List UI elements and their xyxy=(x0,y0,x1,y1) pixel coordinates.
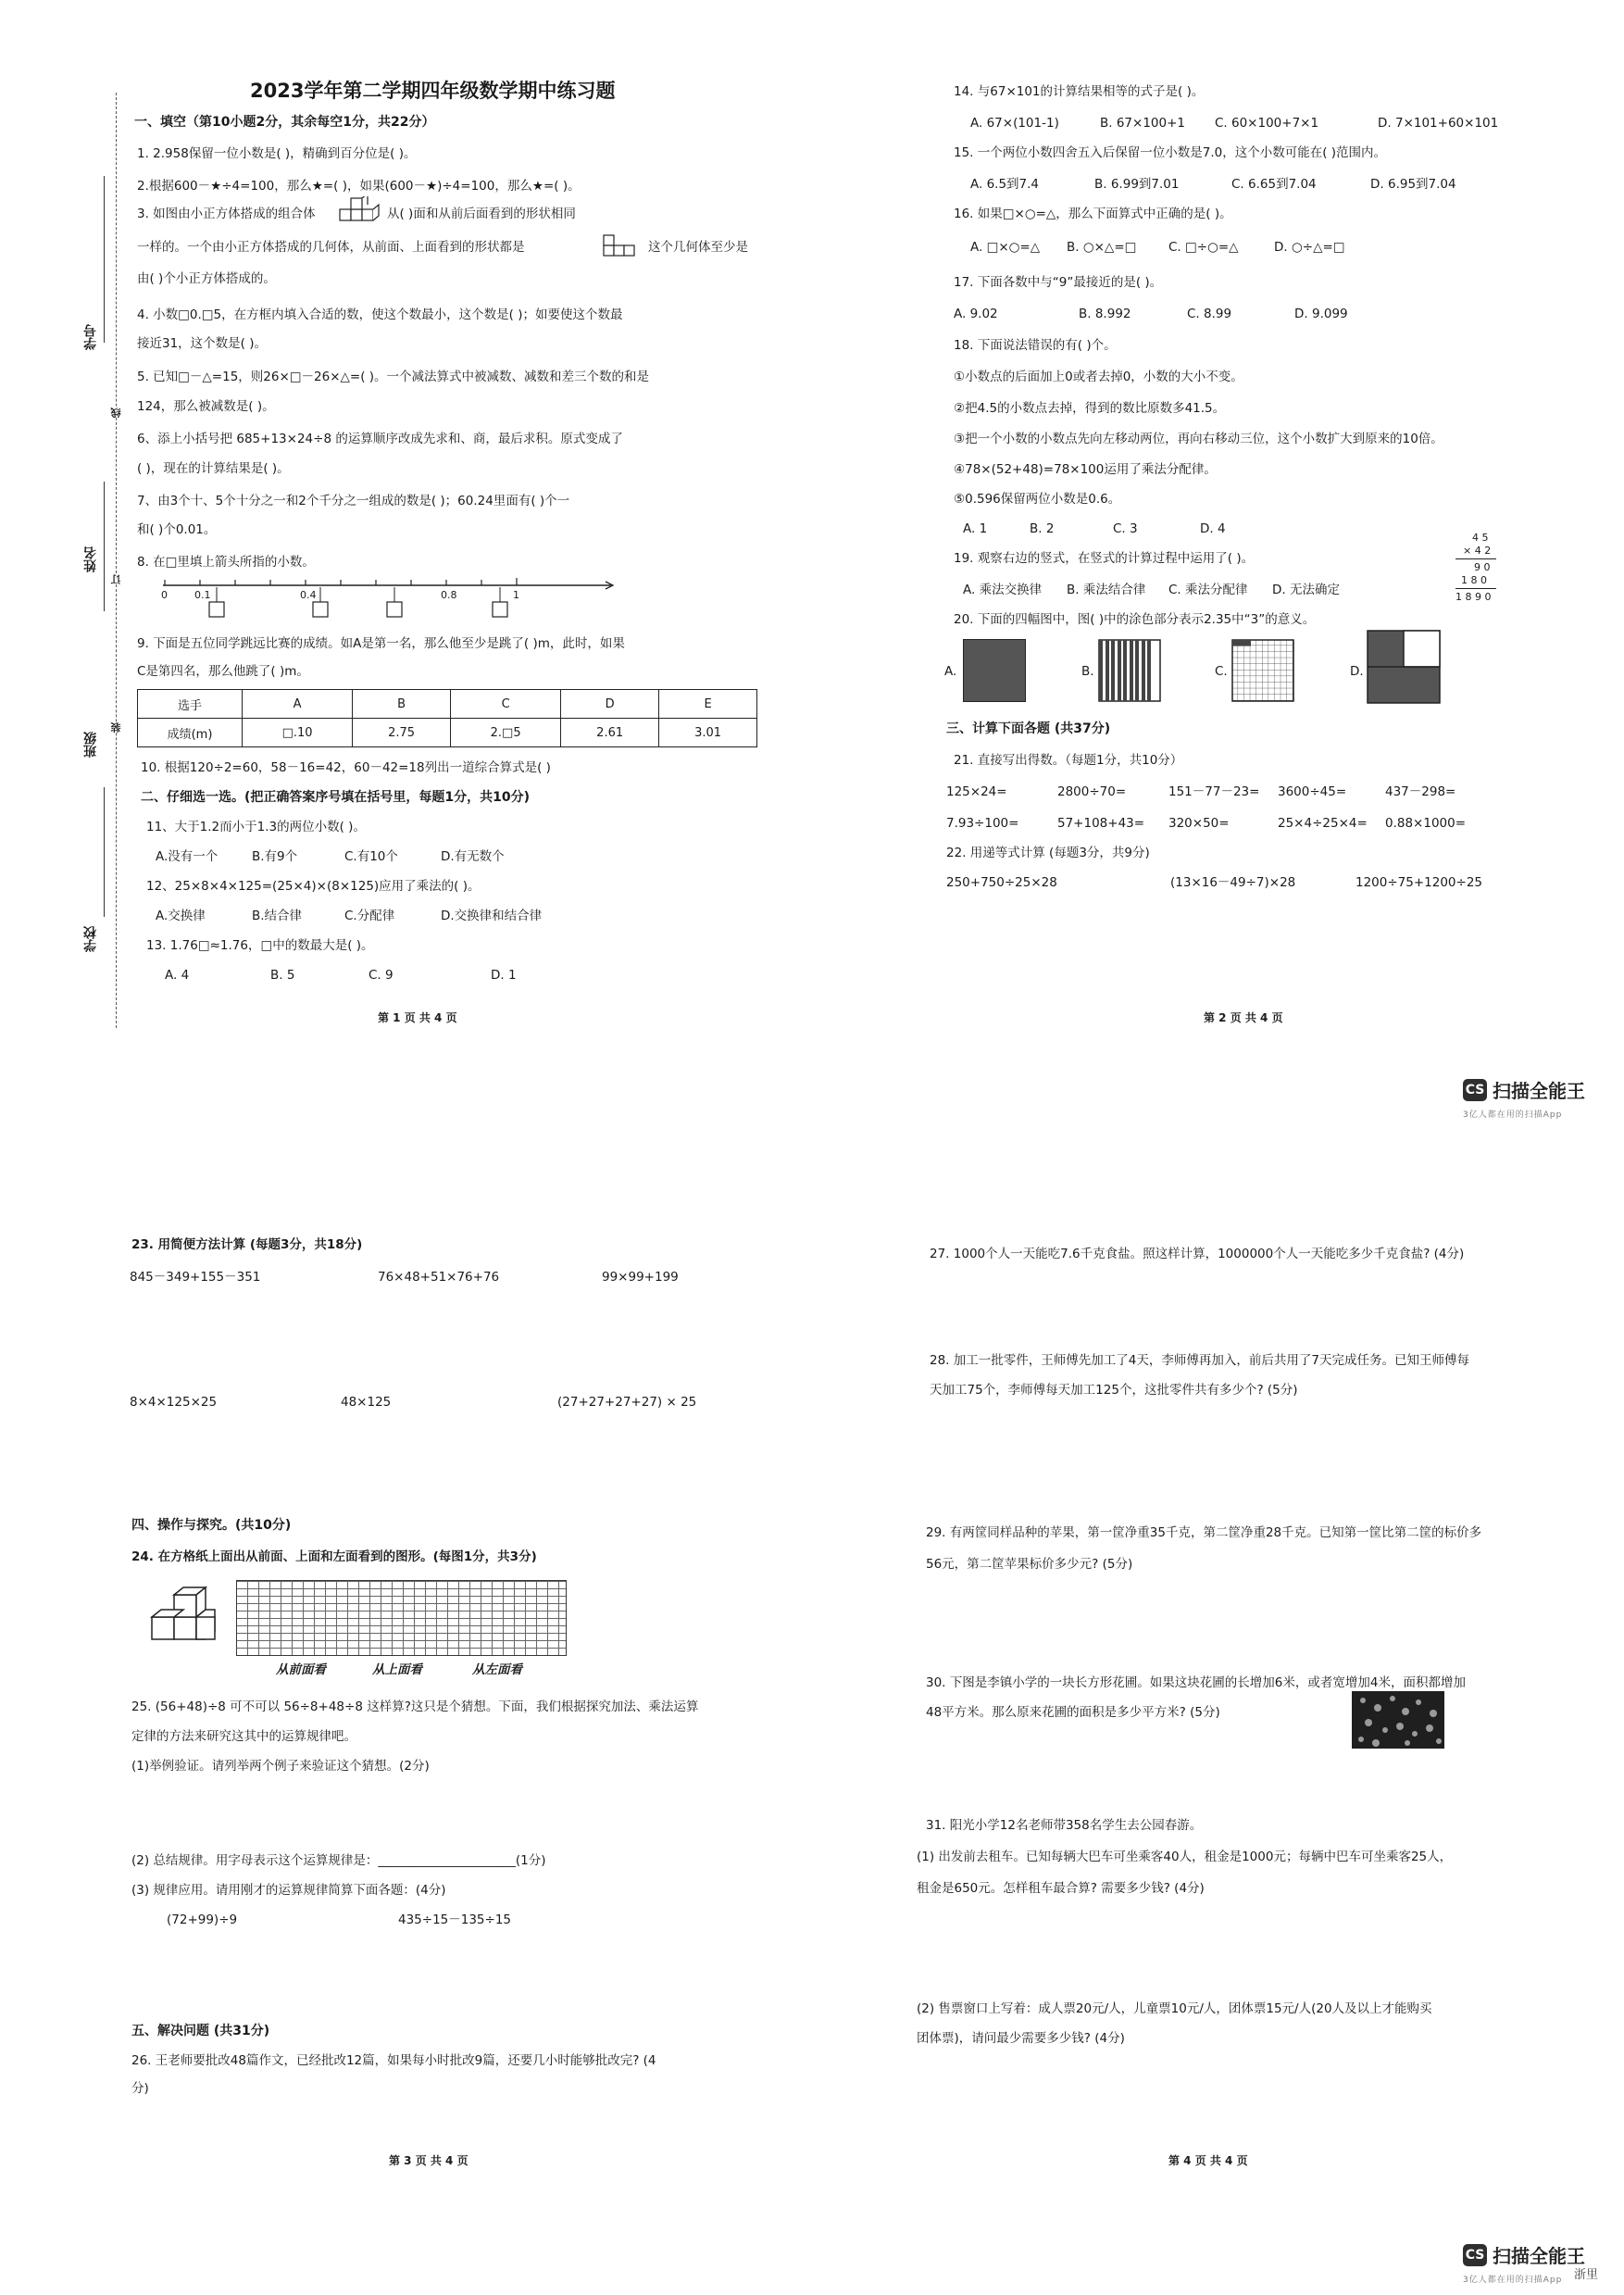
question-26: 26. 王老师要批改48篇作文，已经批改12篇，如果每小时批改9篇，还要几小时能够批改完? (4 xyxy=(131,2053,656,2068)
corner-watermark: 浙里 xyxy=(1574,2268,1599,2282)
option: A. 乘法交换律 xyxy=(963,583,1043,597)
simple-calc: 435÷15－135÷15 xyxy=(398,1912,512,1927)
option: C. 3 xyxy=(1113,521,1138,536)
number-line-label: 0.1 xyxy=(194,589,211,601)
oral-calc: 437－298= xyxy=(1385,784,1456,799)
question-29-part: 56元，第二筐苹果标价多少元? (5分) xyxy=(926,1557,1133,1572)
option: B. 8.992 xyxy=(1079,307,1131,321)
question-5-part: 124，那么被减数是( )。 xyxy=(137,399,275,414)
option: C. 9 xyxy=(369,968,394,983)
section-heading: 四、操作与探究。(共10分) xyxy=(131,1518,292,1533)
simple-calc: (72+99)÷9 xyxy=(167,1912,238,1927)
score-table xyxy=(137,689,757,747)
page-footer: 第 4 页 共 4 页 xyxy=(1168,2154,1248,2167)
question-25-part: 定律的方法来研究这其中的运算规律吧。 xyxy=(131,1729,356,1744)
option: C. 6.65到7.04 xyxy=(1231,177,1317,192)
question-31-part: (2) 售票窗口上写着：成人票20元/人，儿童票10元/人，团体票15元/人(20人及以上才能购买 xyxy=(917,2001,1432,2016)
step-calc: 1200÷75+1200÷25 xyxy=(1355,875,1483,890)
option: C. xyxy=(1215,664,1228,679)
page-title: 2023学年第二学期四年级数学期中练习题 xyxy=(250,80,616,102)
section-heading: 二、仔细选一选。(把正确答案序号填在括号里，每题1分，共10分) xyxy=(141,790,531,805)
option: D. 6.95到7.04 xyxy=(1370,177,1456,192)
table-header: D xyxy=(561,690,659,719)
oral-calc: 7.93÷100= xyxy=(946,816,1019,831)
figure-b-striped-square xyxy=(1098,639,1161,702)
drawing-grid xyxy=(236,1580,567,1656)
option: C. □÷○=△ xyxy=(1168,240,1239,255)
option: B.有9个 xyxy=(252,849,298,864)
question-3-part: 由( )个小正方体搭成的。 xyxy=(137,271,276,286)
oral-calc: 3600÷45= xyxy=(1278,784,1347,799)
question-16: 16. 如果□×○=△，那么下面算式中正确的是( )。 xyxy=(954,207,1232,221)
option: C.分配律 xyxy=(344,909,395,923)
table-cell: 2.75 xyxy=(353,719,451,747)
option: A. 1 xyxy=(963,521,988,536)
simple-calc: 76×48+51×76+76 xyxy=(378,1270,500,1285)
vert-line: × 4 2 xyxy=(1463,545,1492,557)
oral-calc: 151－77－23= xyxy=(1168,784,1260,799)
section-heading: 一、填空（第10小题2分，其余每空1分，共22分） xyxy=(134,115,435,130)
scanner-app-tagline: 3亿人都在用的扫描App xyxy=(1463,2276,1563,2285)
number-line-label: 0 xyxy=(161,589,168,601)
figure-d-quarter-square xyxy=(1367,630,1441,704)
question-13: 13. 1.76□≈1.76，□中的数最大是( )。 xyxy=(146,938,374,953)
option: A.没有一个 xyxy=(156,849,219,864)
question-7-part: 和( )个0.01。 xyxy=(137,522,217,537)
table-header: A xyxy=(243,690,353,719)
question-24: 24. 在方格纸上面出从前面、上面和左面看到的图形。(每图1分，共3分) xyxy=(131,1549,537,1564)
option: B. ○×△=□ xyxy=(1067,240,1137,255)
table-cell: □.10 xyxy=(243,719,353,747)
statement: ⑤0.596保留两位小数是0.6。 xyxy=(954,492,1121,507)
vert-line: 4 5 xyxy=(1472,532,1489,544)
margin-word: 装 xyxy=(110,722,122,733)
question-25-part: (3) 规律应用。请用刚才的运算规律简算下面各题：(4分) xyxy=(131,1883,446,1898)
statement: ②把4.5的小数点去掉，得到的数比原数多41.5。 xyxy=(954,401,1226,416)
option: C. 8.99 xyxy=(1187,307,1232,321)
option: A. xyxy=(944,664,957,679)
view-label: 从上面看 xyxy=(372,1662,422,1677)
margin-line xyxy=(104,787,105,917)
question-8: 8. 在□里填上箭头所指的小数。 xyxy=(137,555,315,570)
cs-logo-icon: CS xyxy=(1463,1079,1487,1101)
section-heading: 三、计算下面各题 (共37分) xyxy=(946,721,1111,736)
figure-c-grid-square xyxy=(1231,639,1294,702)
oral-calc: 0.88×1000= xyxy=(1385,816,1467,831)
section-heading: 五、解决问题 (共31分) xyxy=(131,2024,270,2038)
table-header: B xyxy=(353,690,451,719)
scanner-app-name: 扫描全能王 xyxy=(1493,2245,1585,2267)
question-28-part: 天加工75个，李师傅每天加工125个，这批零件共有多少个? (5分) xyxy=(930,1383,1298,1398)
margin-word: 订 xyxy=(110,574,122,584)
question-11: 11、大于1.2而小于1.3的两位小数( )。 xyxy=(146,820,366,834)
question-27: 27. 1000个人一天能吃7.6千克食盐。照这样计算，1000000个人一天能吃多少千克食盐? (4分) xyxy=(930,1247,1465,1261)
question-18: 18. 下面说法错误的有( )个。 xyxy=(954,338,1117,353)
oral-calc: 320×50= xyxy=(1168,816,1230,831)
table-header: C xyxy=(451,690,561,719)
question-9-part: C是第四名，那么他跳了( )m。 xyxy=(137,664,309,679)
shape-view-figure xyxy=(602,233,639,257)
table-cell: 3.01 xyxy=(659,719,757,747)
question-31-part: (1) 出发前去租车。已知每辆大巴车可坐乘客40人，租金是1000元；每辆中巴车可坐乘客25人， xyxy=(917,1850,1453,1864)
cs-logo-icon: CS xyxy=(1463,2244,1487,2266)
option: C.有10个 xyxy=(344,849,398,864)
option: B. 乘法结合律 xyxy=(1067,583,1146,597)
question-21: 21. 直接写出得数。（每题1分，共10分） xyxy=(954,753,1183,768)
vert-rule xyxy=(1455,558,1496,559)
page-footer: 第 1 页 共 4 页 xyxy=(378,1011,457,1024)
statement: ④78×(52+48)=78×100运用了乘法分配律。 xyxy=(954,462,1217,477)
margin-line xyxy=(104,482,105,611)
statement: ①小数点的后面加上0或者去掉0，小数的大小不变。 xyxy=(954,370,1243,384)
margin-label-class: 班级 xyxy=(83,732,98,758)
option: D.有无数个 xyxy=(441,849,505,864)
cube-group-figure xyxy=(148,1586,231,1647)
option: D. 1 xyxy=(491,968,517,983)
page-footer: 第 2 页 共 4 页 xyxy=(1204,1011,1283,1024)
question-30-part: 48平方米。那么原来花圃的面积是多少平方米? (5分) xyxy=(926,1705,1220,1720)
question-26-part: 分) xyxy=(131,2081,149,2096)
question-19: 19. 观察右边的竖式，在竖式的计算过程中运用了( )。 xyxy=(954,551,1255,566)
option: B. 67×100+1 xyxy=(1100,116,1186,131)
oral-calc: 125×24= xyxy=(946,784,1007,799)
table-cell: 2.61 xyxy=(561,719,659,747)
option: A. 6.5到7.4 xyxy=(970,177,1040,192)
option: B.结合律 xyxy=(252,909,303,923)
option: D. 无法确定 xyxy=(1272,583,1340,597)
question-6: 6、添上小括号把 685+13×24÷8 的运算顺序改成先求和、商，最后求积。原式变成了 xyxy=(137,432,623,446)
option: B. 6.99到7.01 xyxy=(1094,177,1180,192)
option: A. □×○=△ xyxy=(970,240,1041,255)
simple-calc: (27+27+27+27) × 25 xyxy=(557,1395,697,1410)
question-4: 4. 小数□0.□5，在方框内填入合适的数，使这个数最小，这个数是( )；如要使这个数最 xyxy=(137,307,623,322)
question-3: 3. 如图由小正方体搭成的组合体 xyxy=(137,207,316,221)
simple-calc: 845－349+155－351 xyxy=(130,1270,261,1285)
statement: ③把一个小数的小数点先向左移动两位，再向右移动三位，这个小数扩大到原来的10倍。 xyxy=(954,432,1443,446)
binding-line xyxy=(116,93,117,1028)
option: A. 67×(101-1) xyxy=(970,116,1059,131)
page-footer: 第 3 页 共 4 页 xyxy=(389,2154,468,2167)
margin-label-id: 学号 xyxy=(83,324,98,350)
question-2: 2.根据600－★÷4=100，那么★=( )，如果(600－★)÷4=100，那么★=( )。 xyxy=(137,179,581,194)
option: A. 4 xyxy=(165,968,190,983)
question-30: 30. 下图是李镇小学的一块长方形花圃。如果这块花圃的长增加6米，或者宽增加4米，面积都增加 xyxy=(926,1675,1466,1690)
option: C. 60×100+7×1 xyxy=(1215,116,1319,131)
question-25-part: (1)举例验证。请列举两个例子来验证这个猜想。(2分) xyxy=(131,1759,430,1774)
question-12: 12、25×8×4×125=(25×4)×(8×125)应用了乘法的( )。 xyxy=(146,879,481,894)
option: B. 5 xyxy=(270,968,295,983)
vert-line: 1 8 9 0 xyxy=(1455,591,1492,603)
oral-calc: 25×4÷25×4= xyxy=(1278,816,1368,831)
vert-line: 9 0 xyxy=(1474,561,1491,573)
question-14: 14. 与67×101的计算结果相等的式子是( )。 xyxy=(954,84,1205,99)
table-cell: 成绩(m) xyxy=(138,719,243,747)
margin-label-name: 姓名 xyxy=(83,546,98,572)
flower-bed-photo xyxy=(1352,1691,1444,1749)
margin-word: 线 xyxy=(110,408,122,418)
question-9: 9. 下面是五位同学跳远比赛的成绩。如A是第一名，那么他至少是跳了( )m，此时，如果 xyxy=(137,636,625,651)
table-header: E xyxy=(659,690,757,719)
view-label: 从前面看 xyxy=(276,1662,326,1677)
question-25-part: (2) 总结规律。用字母表示这个运算规律是：______________________(1分) xyxy=(131,1853,546,1868)
number-line-label: 0.8 xyxy=(441,589,457,601)
question-31-part: 租金是650元。怎样租车最合算? 需要多少钱? (4分) xyxy=(917,1881,1205,1896)
option: D. 7×101+60×101 xyxy=(1378,116,1499,131)
view-label: 从左面看 xyxy=(472,1662,522,1677)
question-31: 31. 阳光小学12名老师带358名学生去公园春游。 xyxy=(926,1818,1203,1833)
question-15: 15. 一个两位小数四舍五入后保留一位小数是7.0，这个小数可能在( )范围内。 xyxy=(954,145,1387,160)
option: D. 4 xyxy=(1200,521,1226,536)
scanner-app-logo xyxy=(1463,2241,1585,2268)
number-line-label: 1 xyxy=(513,589,519,601)
vert-line: 1 8 0 xyxy=(1461,574,1487,586)
question-25: 25. (56+48)÷8 可不可以 56÷8+48÷8 这样算?这只是个猜想。下面，我们根据探究加法、乘法运算 xyxy=(131,1699,699,1714)
option: D. xyxy=(1350,664,1364,679)
option: B. 2 xyxy=(1030,521,1055,536)
question-17: 17. 下面各数中与“9”最接近的是( )。 xyxy=(954,275,1163,290)
question-3-part: 这个几何体至少是 xyxy=(648,240,748,255)
margin-line xyxy=(104,176,105,343)
option: A. 9.02 xyxy=(954,307,998,321)
question-3-part: 一样的。一个由小正方体搭成的几何体，从前面、上面看到的形状都是 xyxy=(137,240,525,255)
question-4-part: 接近31，这个数是( )。 xyxy=(137,336,268,351)
question-3-part: 从( )面和从前后面看到的形状相同 xyxy=(387,207,576,221)
scanner-app-name: 扫描全能王 xyxy=(1493,1080,1585,1102)
question-28: 28. 加工一批零件，王师傅先加工了4天，李师傅再加入，前后共用了7天完成任务。已知王师傅每 xyxy=(930,1353,1469,1368)
step-calc: (13×16－49÷7)×28 xyxy=(1170,875,1296,890)
question-23: 23. 用简便方法计算 (每题3分，共18分) xyxy=(131,1237,363,1252)
number-line-label: 0.4 xyxy=(300,589,317,601)
question-1: 1. 2.958保留一位小数是( )，精确到百分位是( )。 xyxy=(137,146,417,161)
option: C. 乘法分配律 xyxy=(1168,583,1248,597)
step-calc: 250+750÷25×28 xyxy=(946,875,1057,890)
vert-rule xyxy=(1455,588,1496,589)
option: D.交换律和结合律 xyxy=(441,909,543,923)
margin-label-school: 学校 xyxy=(83,926,98,952)
question-7: 7、由3个十、5个十分之一和2个千分之一组成的数是( )；60.24里面有( )个一 xyxy=(137,494,570,508)
oral-calc: 57+108+43= xyxy=(1057,816,1145,831)
simple-calc: 99×99+199 xyxy=(602,1270,679,1285)
question-6-part: ( )，现在的计算结果是( )。 xyxy=(137,461,290,476)
figure-a-shaded-square xyxy=(963,639,1026,702)
simple-calc: 48×125 xyxy=(341,1395,392,1410)
option: D. ○÷△=□ xyxy=(1274,240,1345,255)
table-cell: 2.□5 xyxy=(451,719,561,747)
question-20: 20. 下面的四幅图中，图( )中的涂色部分表示2.35中“3”的意义。 xyxy=(954,612,1316,627)
question-31-part: 团体票)，请问最少需要多少钱? (4分) xyxy=(917,2031,1125,2046)
question-10: 10. 根据120÷2=60，58－16=42，60－42=18列出一道综合算式是( ) xyxy=(141,760,551,775)
option: B. xyxy=(1081,664,1094,679)
scanner-app-logo xyxy=(1463,1076,1585,1103)
scanner-app-tagline: 3亿人都在用的扫描App xyxy=(1463,1110,1563,1120)
option: A.交换律 xyxy=(156,909,206,923)
question-22: 22. 用递等式计算 (每题3分，共9分) xyxy=(946,846,1150,860)
cube-stack-figure xyxy=(336,196,382,230)
question-5: 5. 已知□－△=15，则26×□－26×△=( )。一个减法算式中被减数、减数和差三个数的和是 xyxy=(137,370,650,384)
simple-calc: 8×4×125×25 xyxy=(130,1395,218,1410)
question-29: 29. 有两筐同样品种的苹果，第一筐净重35千克，第二筐净重28千克。已知第一筐比第二筐的标价多 xyxy=(926,1525,1482,1540)
option: D. 9.099 xyxy=(1294,307,1348,321)
table-header: 选手 xyxy=(138,690,243,719)
oral-calc: 2800÷70= xyxy=(1057,784,1127,799)
